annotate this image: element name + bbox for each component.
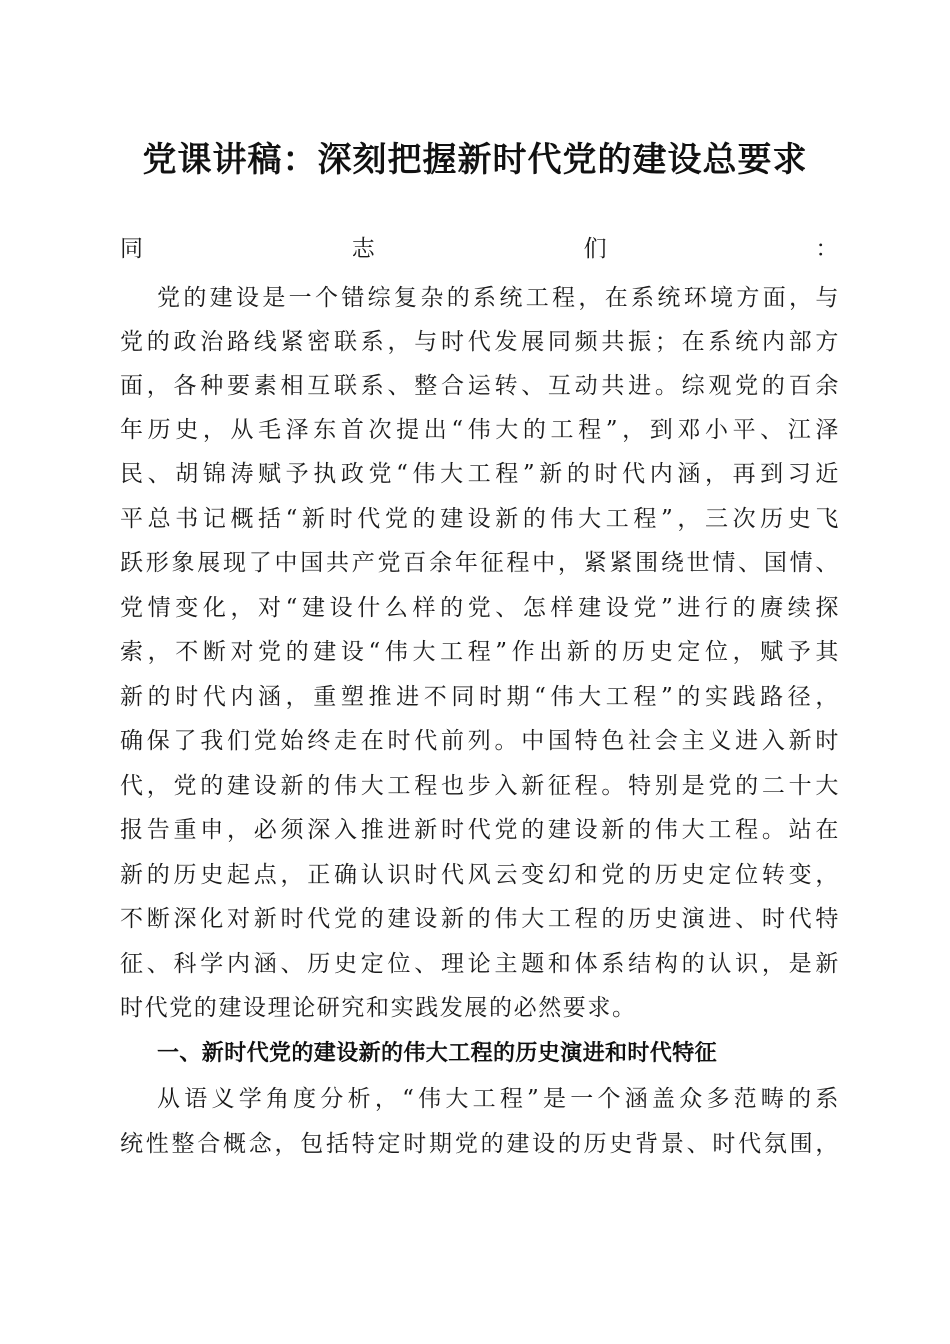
section-heading: 一、新时代党的建设新的伟大工程的历史演进和时代特征 bbox=[157, 1041, 718, 1066]
paragraph-line: 确保了我们党始终走在时代前列。中国特色社会主义进入新时 bbox=[120, 728, 840, 754]
paragraph-line: 面，各种要素相互联系、整合运转、互动共进。综观党的百余 bbox=[120, 373, 840, 399]
paragraph-line: 报告重申，必须深入推进新时代党的建设新的伟大工程。站在 bbox=[120, 817, 840, 843]
paragraph-line: 征、科学内涵、历史定位、理论主题和体系结构的认识，是新 bbox=[120, 951, 840, 977]
paragraph-line: 跃形象展现了中国共产党百余年征程中，紧紧围绕世情、国情、 bbox=[120, 550, 840, 576]
paragraph-line: 民、胡锦涛赋予执政党“伟大工程”新的时代内涵，再到习近 bbox=[120, 461, 840, 487]
paragraph-line: 统性整合概念，包括特定时期党的建设的历史背景、时代氛围， bbox=[120, 1131, 840, 1157]
paragraph-line: 时代党的建设理论研究和实践发展的必然要求。 bbox=[120, 995, 637, 1021]
paragraph-line: 党情变化，对“建设什么样的党、怎样建设党”进行的赓续探 bbox=[120, 595, 840, 621]
paragraph-line: 索，不断对党的建设“伟大工程”作出新的历史定位，赋予其 bbox=[120, 639, 840, 665]
paragraph-line: 代，党的建设新的伟大工程也步入新征程。特别是党的二十大 bbox=[120, 773, 840, 799]
salutation: 同志们： bbox=[120, 236, 840, 262]
paragraph-line: 不断深化对新时代党的建设新的伟大工程的历史演进、时代特 bbox=[120, 906, 840, 932]
paragraph-line: 年历史，从毛泽东首次提出“伟大的工程”，到邓小平、江泽 bbox=[120, 417, 840, 443]
paragraph-line: 党的政治路线紧密联系，与时代发展同频共振；在系统内部方 bbox=[120, 329, 840, 355]
paragraph-line: 从语义学角度分析，“伟大工程”是一个涵盖众多范畴的系 bbox=[157, 1086, 840, 1112]
paragraph-line: 平总书记概括“新时代党的建设新的伟大工程”，三次历史飞 bbox=[120, 506, 840, 532]
paragraph-line: 新的历史起点，正确认识时代风云变幻和党的历史定位转变， bbox=[120, 862, 840, 888]
paragraph-line: 党的建设是一个错综复杂的系统工程，在系统环境方面，与 bbox=[157, 285, 840, 311]
paragraph-line: 新的时代内涵，重塑推进不同时期“伟大工程”的实践路径， bbox=[120, 684, 840, 710]
document-title: 党课讲稿：深刻把握新时代党的建设总要求 bbox=[142, 140, 808, 180]
